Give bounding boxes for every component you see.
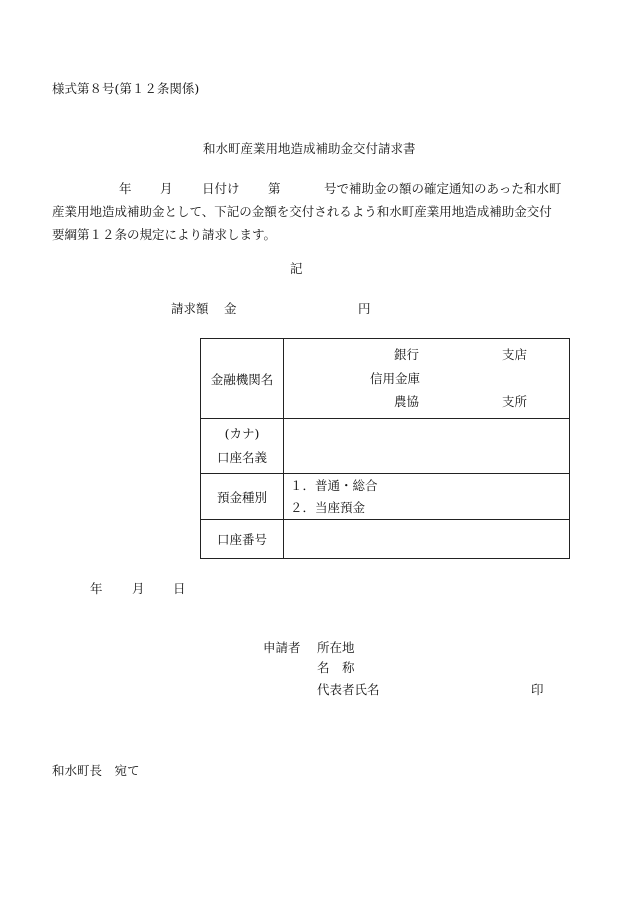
institution-cell[interactable] <box>284 339 570 419</box>
amount-unit: 円 <box>358 301 371 316</box>
document-title: 和水町産業用地造成補助金交付請求書 <box>203 141 416 156</box>
ki-heading: 記 <box>290 261 303 276</box>
date-year: 年 <box>90 581 103 596</box>
applicant-label: 申請者 <box>263 640 301 655</box>
holder-cell[interactable] <box>284 419 570 474</box>
holder-kana-label: (カナ) <box>224 426 260 441</box>
office-suffix: 支所 <box>502 394 528 409</box>
amount-label: 請求額 <box>171 301 209 316</box>
account-number-label: 口座番号 <box>201 520 284 559</box>
institution-label: 金融機関名 <box>201 339 284 419</box>
seal-mark: 印 <box>531 682 544 697</box>
row-deposit-type <box>201 474 570 520</box>
intro-line3: 要綱第１２条の規定により請求します。 <box>52 227 277 242</box>
holder-label: 口座名義 <box>216 450 267 465</box>
intro-year: 年 <box>119 181 132 196</box>
deposit-option-1[interactable]: １．普通・総合 <box>290 477 378 493</box>
bank-account-table <box>200 338 570 559</box>
intro-month: 月 <box>160 181 173 196</box>
deposit-type-label: 預金種別 <box>201 474 284 520</box>
applicant-name-label: 名 称 <box>317 660 355 675</box>
intro-line2: 産業用地造成補助金として、下記の金額を交付されるよう和水町産業用地造成補助金交付 <box>52 204 552 219</box>
form-number: 様式第８号(第１２条関係) <box>52 81 200 96</box>
deposit-type-cell[interactable] <box>284 474 570 520</box>
shinkin-suffix: 信用金庫 <box>370 371 421 386</box>
holder-label-cell <box>201 419 284 474</box>
nokyo-suffix: 農協 <box>394 394 420 409</box>
intro-date-suffix: 日付け <box>202 181 240 196</box>
deposit-option-2[interactable]: ２．当座預金 <box>290 499 366 515</box>
bank-suffix: 銀行 <box>394 347 420 362</box>
branch-suffix: 支店 <box>502 347 528 362</box>
intro-line1-rest: 号で補助金の額の確定通知のあった和水町 <box>324 181 562 196</box>
row-holder <box>201 419 570 474</box>
date-month: 月 <box>132 581 145 596</box>
amount-prefix: 金 <box>224 301 237 316</box>
row-institution <box>201 339 570 419</box>
intro-dai: 第 <box>268 181 281 196</box>
account-number-cell[interactable] <box>284 520 570 559</box>
applicant-address-label: 所在地 <box>317 640 355 655</box>
row-account-number <box>201 520 570 559</box>
applicant-representative-label: 代表者氏名 <box>317 682 380 697</box>
date-day: 日 <box>173 581 186 596</box>
addressee: 和水町長 宛て <box>52 763 140 778</box>
